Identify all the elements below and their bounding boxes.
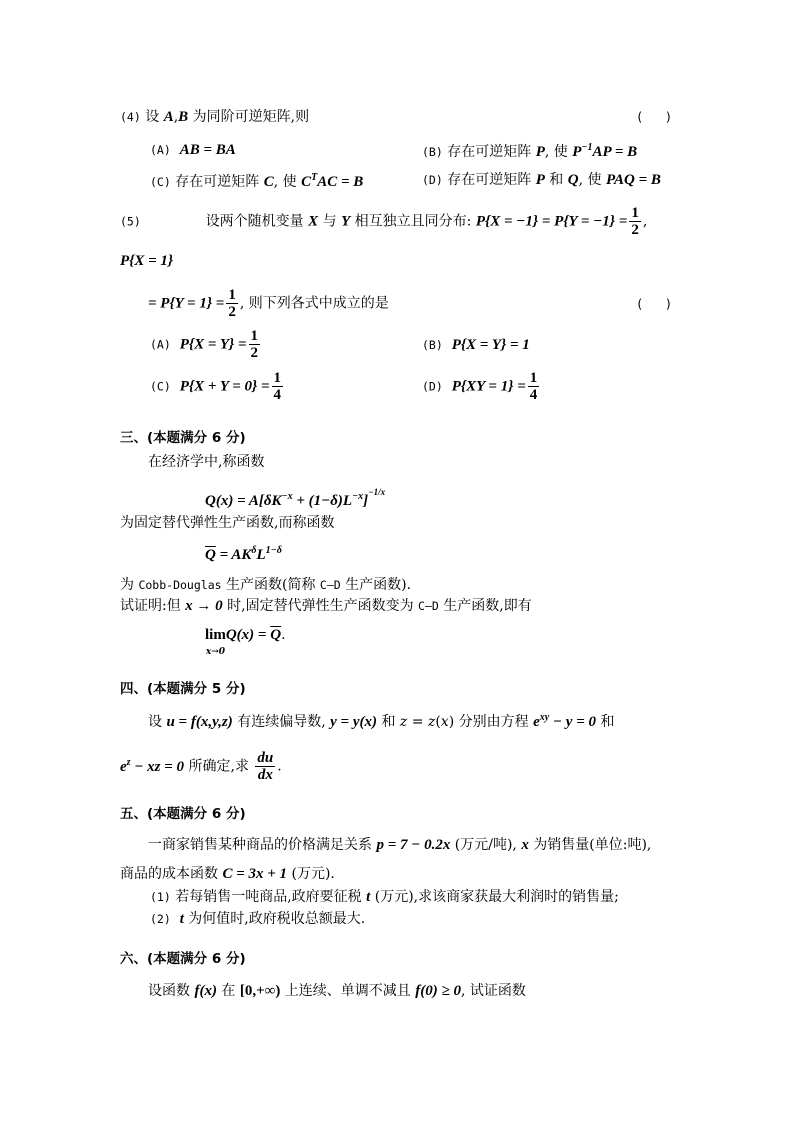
section-4-line2: $e^z$ − xz = 0 所确定,求 $\frac{du}{dx}$ . bbox=[120, 750, 282, 783]
section-3-line3: 为 Cobb-Douglas 生产函数(简称 C—D 生产函数). bbox=[120, 577, 412, 593]
section-6-heading: 六、(本题满分 6 分) bbox=[120, 951, 246, 967]
q5-stem-line2: P{X = 1} bbox=[120, 253, 174, 269]
q5-option-d: (D) P{XY = 1} = $\frac{1}{4}$ bbox=[422, 370, 538, 403]
q4-stem: (4) 设 A,B 为同阶可逆矩阵,则 bbox=[120, 109, 310, 125]
section-5-line1: 一商家销售某种商品的价格满足关系 p = 7 − 0.2x (万元/吨), x 为销售量(单位:吨), bbox=[148, 837, 652, 853]
section-4-line1: 设 u = f(x,y,z) 有连续偏导数, y = y(x) 和 z = z(x) 分别由方程 $e^{xy} - y = 0$ 和 bbox=[148, 712, 615, 730]
q4-option-a: (A) AB = BA bbox=[150, 142, 236, 158]
section-5-heading: 五、(本题满分 6 分) bbox=[120, 806, 246, 822]
q4-option-c: (C) 存在可逆矩阵 C, 使 $C^TAC = B$ bbox=[150, 172, 364, 190]
q5-option-c: (C) P{X + Y = 0} = $\frac{1}{4}$ bbox=[150, 370, 282, 403]
section-5-item2: (2) t 为何值时,政府税收总额最大. bbox=[150, 911, 366, 927]
q5-option-b: (B) P{X = Y} = 1 bbox=[422, 337, 530, 353]
section-3-formula-ces: $Q(x) = A[\delta K^{-x} + (1-\delta)L^{-x}]^{-1/x}$ bbox=[205, 487, 386, 509]
section-3-line2: 为固定替代弹性生产函数,而称函数 bbox=[120, 515, 335, 531]
q5-stem-line3: = P{Y = 1} = $\frac{1}{2}$ , 则下列各式中成立的是 bbox=[148, 287, 389, 320]
section-3-limit-formula: lim $x\to 0Q(x) = \overline{Q}$. bbox=[205, 627, 286, 657]
section-6-line1: 设函数 f(x) 在 [0,+∞) 上连续、单调不减且 f(0) ≥ 0, 试证函数 bbox=[148, 983, 526, 999]
section-3-line4: 试证明:但 x → 0 时,固定替代弹性生产函数变为 C—D 生产函数,即有 bbox=[120, 598, 532, 614]
q4-option-d: (D) 存在可逆矩阵 P 和 Q, 使 PAQ = B bbox=[422, 172, 661, 188]
section-4-heading: 四、(本题满分 5 分) bbox=[120, 681, 246, 697]
q5-blank: ( ) bbox=[636, 297, 673, 311]
section-5-item1: (1) 若每销售一吨商品,政府要征税 t (万元),求该商家获最大利润时的销售量; bbox=[150, 889, 619, 905]
q5-option-a: (A) P{X = Y} = $\frac{1}{2}$ bbox=[150, 328, 259, 361]
section-3-heading: 三、(本题满分 6 分) bbox=[120, 430, 246, 446]
section-3-formula-cd: $\overline{Q} = AK^\delta L^{1-\delta}$ bbox=[205, 545, 282, 563]
section-3-intro: 在经济学中,称函数 bbox=[148, 454, 265, 470]
section-5-line2: 商品的成本函数 C = 3x + 1 (万元). bbox=[120, 866, 335, 882]
q4-option-b: (B) 存在可逆矩阵 P, 使 $P^{-1}AP = B$ bbox=[422, 142, 638, 160]
q4-blank: ( ) bbox=[636, 110, 673, 124]
q5-stem: (5) 设两个随机变量 X 与 Y 相互独立且同分布: P{X = −1} = P{Y = −1} = $\frac{1}{2}$ , bbox=[120, 205, 648, 238]
